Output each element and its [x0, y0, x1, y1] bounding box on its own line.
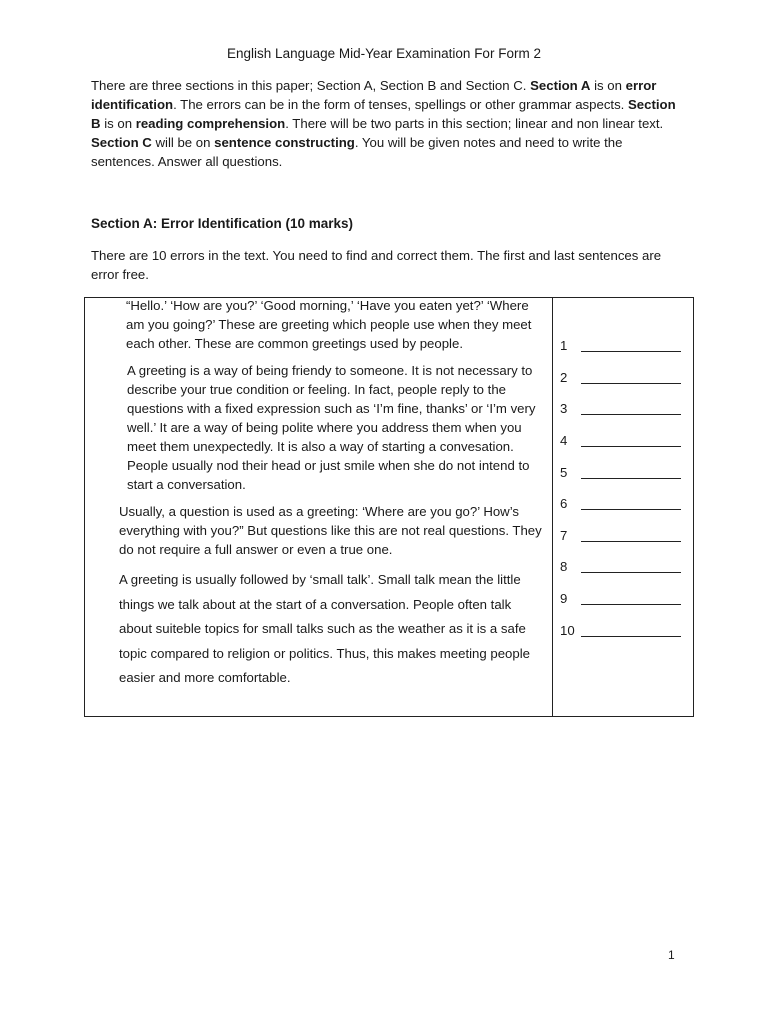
- intro-text: is on: [590, 78, 626, 93]
- answer-number: 4: [560, 433, 568, 449]
- answer-row[interactable]: [560, 362, 690, 394]
- answer-row[interactable]: [560, 551, 690, 583]
- answer-row[interactable]: [560, 393, 690, 425]
- intro-error-identification: error identification: [91, 78, 657, 112]
- answer-number: 5: [560, 464, 568, 480]
- answer-number: 2: [560, 369, 568, 385]
- column-divider: [552, 298, 553, 716]
- answer-blank[interactable]: [581, 624, 681, 637]
- answer-blank[interactable]: [581, 434, 681, 447]
- answer-blank[interactable]: [581, 529, 681, 542]
- answer-blank[interactable]: [581, 339, 681, 352]
- intro-section-c: Section C: [91, 135, 152, 150]
- answer-number: 7: [560, 527, 568, 543]
- intro-text: . You will be given notes and need to write the sentences. Answer all questions.: [91, 135, 623, 169]
- answer-row[interactable]: [560, 614, 690, 646]
- answer-row[interactable]: [560, 520, 690, 552]
- page-title: English Language Mid-Year Examination For Form 2: [227, 46, 541, 61]
- answer-number: 6: [560, 496, 568, 512]
- answer-number: 9: [560, 591, 568, 607]
- intro-reading-comprehension: reading comprehension: [135, 116, 286, 131]
- passage-paragraph-3: Usually, a question is used as a greeting: ‘Where are you go?’ How’s everything with you?” But questions like this are not real questions. They do not require a full answer or even a true one.: [119, 504, 542, 557]
- answer-number: 10: [560, 622, 575, 638]
- answer-blank[interactable]: [581, 371, 681, 384]
- answer-row[interactable]: [560, 583, 690, 615]
- answer-column: [560, 330, 690, 646]
- intro-text: is on: [100, 116, 136, 131]
- passage-column: [89, 298, 547, 691]
- answer-row[interactable]: [560, 425, 690, 457]
- answer-blank[interactable]: [581, 466, 681, 479]
- section-a-heading: Section A: Error Identification (10 marks): [91, 216, 354, 231]
- section-a-instructions: There are 10 errors in the text. You need to find and correct them. The first and last sentences are error free.: [91, 248, 662, 282]
- answer-blank[interactable]: [581, 592, 681, 605]
- intro-sentence-constructing: sentence constructing: [214, 135, 355, 150]
- answer-number: 1: [560, 338, 568, 354]
- intro-section-b: Section B: [91, 97, 676, 131]
- answer-row[interactable]: [560, 330, 690, 362]
- intro-section-a: Section A: [530, 78, 591, 93]
- answer-blank[interactable]: [581, 497, 681, 510]
- intro-text: There are three sections in this paper; Section A, Section B and Section C.: [91, 78, 531, 93]
- passage-paragraph-1: “Hello.’ ‘How are you?’ ‘Good morning,’ ‘Have you eaten yet?’ ‘Where am you going?’ These are greeting which people use when they meet each other. These are common greetings used by people.: [126, 298, 532, 351]
- intro-text: . The errors can be in the form of tenses, spellings or other grammar aspects.: [173, 97, 628, 112]
- intro-text: will be on: [151, 135, 215, 150]
- intro-text: . There will be two parts in this section; linear and non linear text.: [285, 116, 664, 131]
- answer-blank[interactable]: [581, 402, 681, 415]
- answer-row[interactable]: [560, 488, 690, 520]
- passage-paragraph-4: A greeting is usually followed by ‘small talk’. Small talk mean the little things we talk about at the start of a conversation. People often talk about suiteble topics for small talks such as the weather as it is a safe topic compared to religion or politics. Thus, this makes meeting people easier and more comfortable.: [119, 572, 530, 685]
- answer-number: 8: [560, 559, 568, 575]
- passage-paragraph-2: A greeting is a way of being friendy to someone. It is not necessary to describe your true condition or feeling. In fact, people reply to the questions with a fixed expression such as ‘I’m fine, thanks’ or ‘I’m very well.’ It are a way of being polite where you address them when you meet them unexpectedly. It is also a way of starting a convesation. People usually nod their head or just smile when she do not intend to start a conversation.: [127, 363, 536, 492]
- error-identification-table: [84, 297, 694, 717]
- answer-number: 3: [560, 401, 568, 417]
- intro-paragraph: [91, 76, 686, 171]
- answer-blank[interactable]: [581, 560, 681, 573]
- answer-row[interactable]: [560, 456, 690, 488]
- page-number: 1: [668, 948, 675, 962]
